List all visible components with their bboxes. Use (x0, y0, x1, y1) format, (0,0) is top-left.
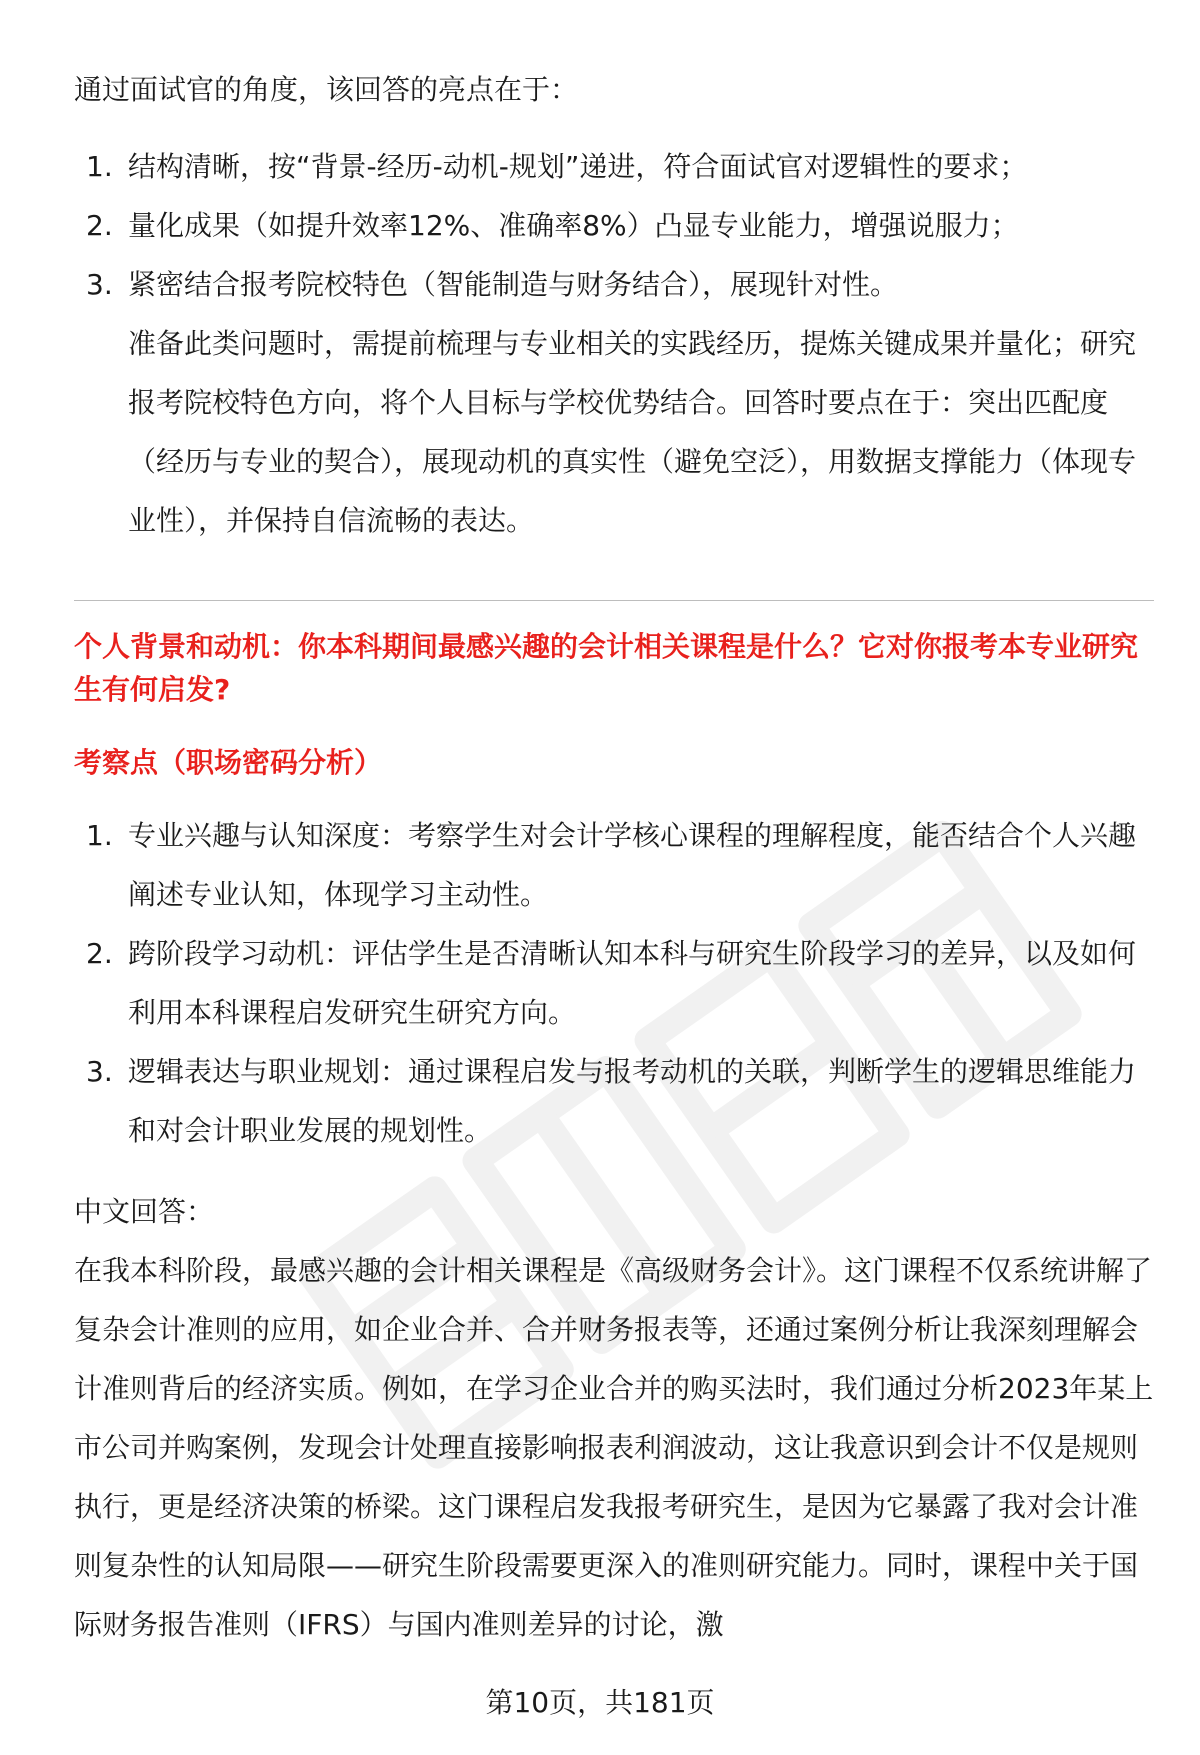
list-item-text: 结构清晰，按“背景-经历-动机-规划”递进，符合面试官对逻辑性的要求； (128, 150, 1028, 183)
answer-paragraph: 在我本科阶段，最感兴趣的会计相关课程是《高级财务会计》。这门课程不仅系统讲解了复杂会计准则的应用，如企业合并、合并财务报表等，还通过案例分析让我深刻理解会计准则背后的经济实质。例如，在学习企业合并的购买法时，我们通过分析2023年某上市公司并购案例，发现会计处理直接影响报表利润波动，这让我意识到会计不仅是规则执行，更是经济决策的桥梁。这门课程启发我报考研究生，是因为它暴露了我对会计准则复杂性的认知局限——研究生阶段需要更深入的准则研究能力。同时，课程中关于国际财务报告准则（IFRS）与国内准则差异的讨论，激 (74, 1254, 1154, 1641)
highlights-list (74, 137, 1154, 314)
answer-label: 中文回答： (74, 1195, 215, 1228)
list-item (74, 196, 1154, 255)
question-title: 个人背景和动机：你本科期间最感兴趣的会计相关课程是什么？它对你报考本专业研究生有何启发? (74, 630, 1139, 706)
list-number: 2. (86, 209, 113, 242)
list-item (74, 1042, 1154, 1160)
list-number: 3. (86, 268, 113, 301)
list-item-text: 跨阶段学习动机：评估学生是否清晰认知本科与研究生阶段学习的差异，以及如何利用本科课程启发研究生研究方向。 (128, 937, 1137, 1029)
intro-text: 通过面试官的角度，该回答的亮点在于： (74, 73, 579, 106)
list-number: 1. (86, 150, 113, 183)
advice-paragraph: 准备此类问题时，需提前梳理与专业相关的实践经历，提炼关键成果并量化；研究报考院校特色方向，将个人目标与学校优势结合。回答时要点在于：突出匹配度（经历与专业的契合），展现动机的真实性（避免空泛），用数据支撑能力（体现专业性），并保持自信流畅的表达。 (128, 327, 1137, 537)
page-footer: 第10页，共181页 (485, 1686, 715, 1719)
list-item-text: 专业兴趣与认知深度：考察学生对会计学核心课程的理解程度，能否结合个人兴趣阐述专业认知，体现学习主动性。 (128, 819, 1137, 911)
list-item (74, 806, 1154, 924)
list-item-text: 逻辑表达与职业规划：通过课程启发与报考动机的关联，判断学生的逻辑思维能力和对会计职业发展的规划性。 (128, 1055, 1137, 1147)
document-page (74, 60, 1154, 1654)
exam-points-title: 考察点（职场密码分析） (74, 746, 383, 779)
list-item (74, 924, 1154, 1042)
list-item (74, 255, 1154, 314)
list-number: 1. (86, 819, 113, 852)
list-number: 2. (86, 937, 113, 970)
list-item-text: 紧密结合报考院校特色（智能制造与财务结合），展现针对性。 (128, 268, 899, 301)
section-divider (74, 600, 1154, 601)
list-number: 3. (86, 1055, 113, 1088)
list-item (74, 137, 1154, 196)
list-item-text: 量化成果（如提升效率12%、准确率8%）凸显专业能力，增强说服力； (128, 209, 1019, 242)
exam-points-list (74, 806, 1154, 1160)
